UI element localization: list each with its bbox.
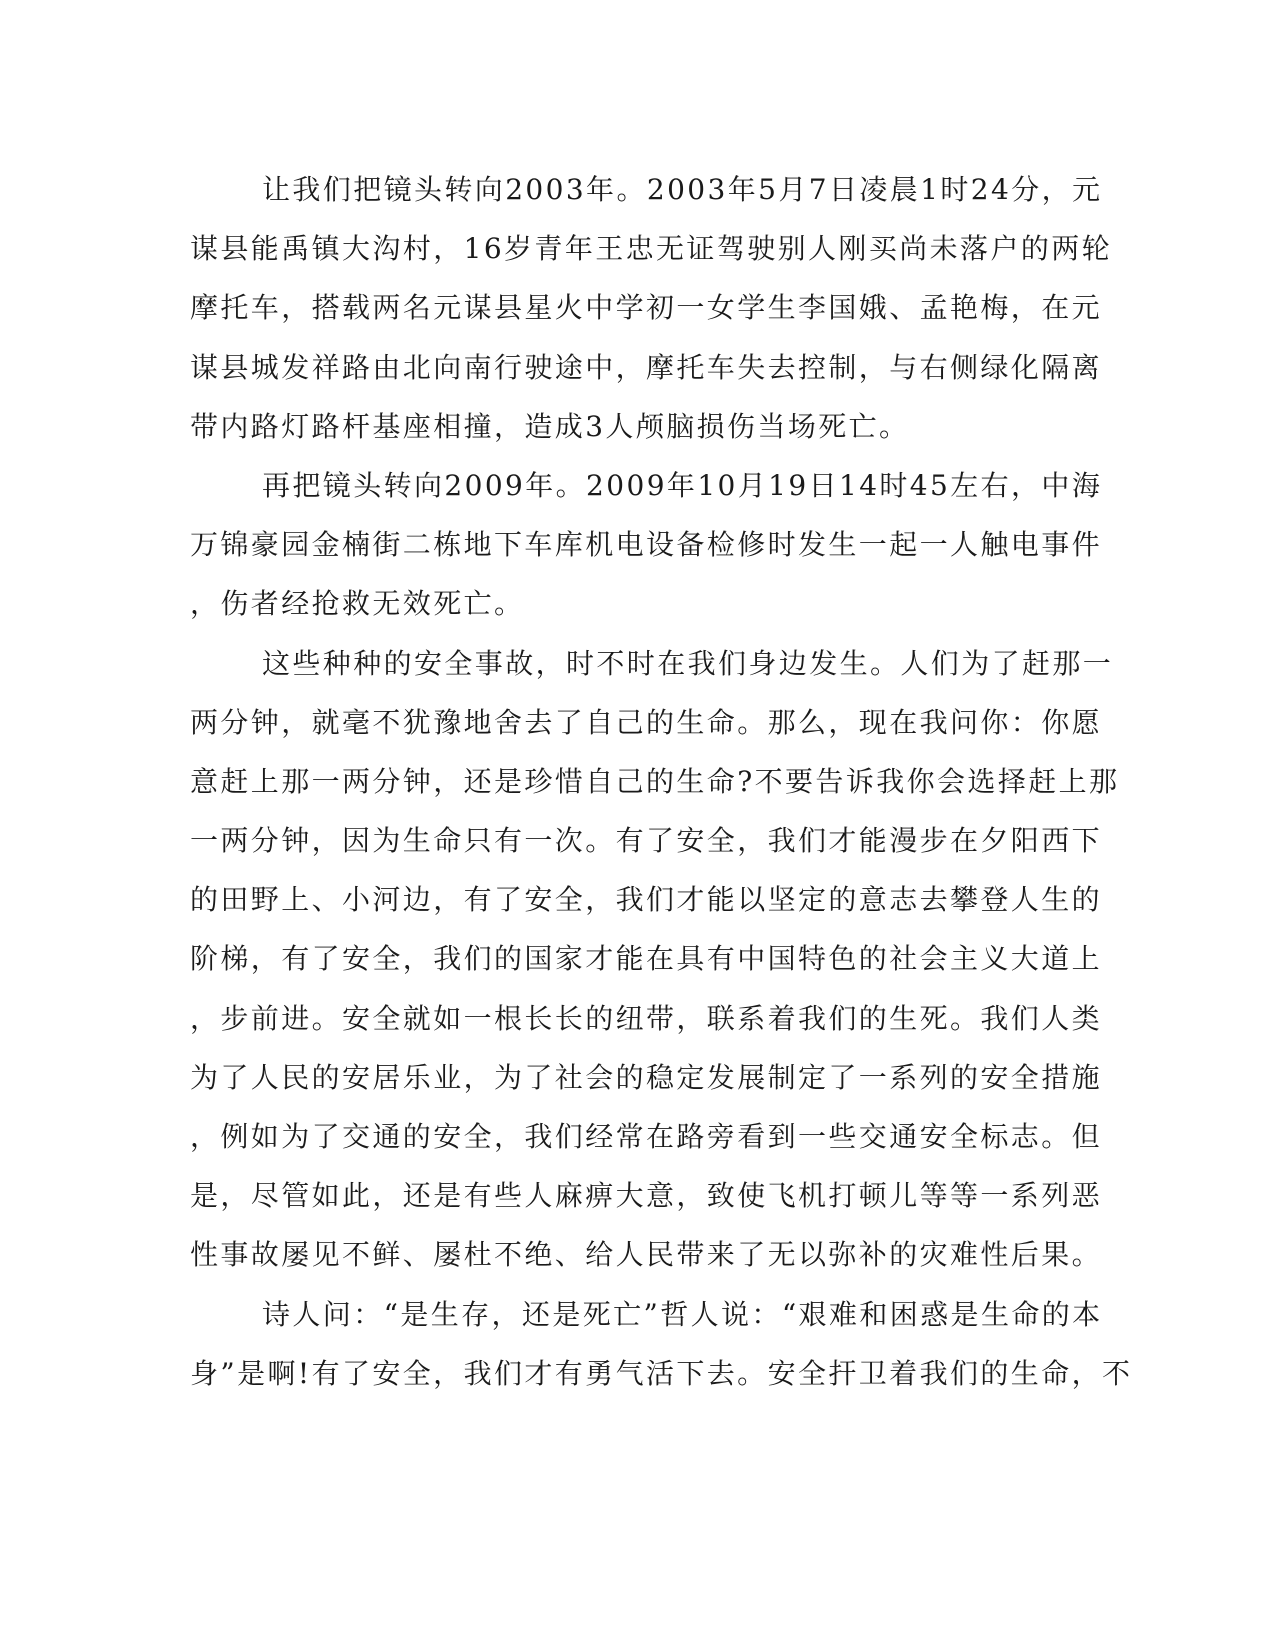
paragraph-3: [190, 634, 1120, 1285]
text-line: ，例如为了交通的安全，我们经常在路旁看到一些交通安全标志。但: [190, 1120, 1103, 1153]
text-line: 的田野上、小河边，有了安全，我们才能以坚定的意志去攀登人生的: [190, 883, 1103, 917]
text-line: 阶梯，有了安全，我们的国家才能在具有中国特色的社会主义大道上: [190, 942, 1103, 976]
text-line: 让我们把镜头转向2003年。2003年5月7日凌晨1时24分，元: [262, 173, 1103, 206]
paragraph-2: [190, 456, 1103, 634]
text-line: 一两分钟，因为生命只有一次。有了安全，我们才能漫步在夕阳西下: [190, 824, 1103, 858]
text-line: 谋县能禹镇大沟村，16岁青年王忠无证驾驶别人刚买尚未落户的两轮: [190, 232, 1113, 266]
text-line: ，伤者经抢救无效死亡。: [190, 587, 525, 621]
text-line: ，步前进。安全就如一根长长的纽带，联系着我们的生死。我们人类: [190, 1001, 1103, 1035]
text-line: 性事故屡见不鲜、屡杜不绝、给人民带来了无以弥补的灾难性后果。: [190, 1238, 1103, 1272]
text-line: 这些种种的安全事故，时不时在我们身边发生。人们为了赶那一: [262, 646, 1114, 680]
text-line: 带内路灯路杆基座相撞，造成3人颅脑损伤当场死亡。: [190, 409, 910, 443]
paragraph-1: [190, 160, 1113, 456]
text-line: 谋县城发祥路由北向南行驶途中，摩托车失去控制，与右侧绿化隔离: [190, 350, 1103, 384]
text-line: 诗人问：“是生存，还是死亡”哲人说：“艰难和困惑是生命的本: [262, 1297, 1103, 1331]
paragraph-4: [190, 1285, 1133, 1403]
text-line: 意赶上那一两分钟，还是珍惜自己的生命?不要告诉我你会选择赶上那: [190, 764, 1120, 798]
text-line: 两分钟，就毫不犹豫地舍去了自己的生命。那么，现在我问你：你愿: [190, 705, 1103, 739]
text-line: 再把镜头转向2009年。2009年10月19日14时45左右，中海: [262, 468, 1103, 502]
text-line: 身”是啊!有了安全，我们才有勇气活下去。安全扞卫着我们的生命，不: [190, 1356, 1133, 1390]
text-line: 为了人民的安居乐业，为了社会的稳定发展制定了一系列的安全措施: [190, 1060, 1103, 1094]
text-line: 万锦豪园金楠街二栋地下车库机电设备检修时发生一起一人触电事件: [190, 528, 1103, 562]
text-line: 是，尽管如此，还是有些人麻痹大意，致使飞机打顿儿等等一系列恶: [190, 1179, 1103, 1213]
text-line: 摩托车，搭载两名元谋县星火中学初一女学生李国娥、孟艳梅，在元: [190, 291, 1103, 325]
body-text: [190, 160, 1133, 1403]
